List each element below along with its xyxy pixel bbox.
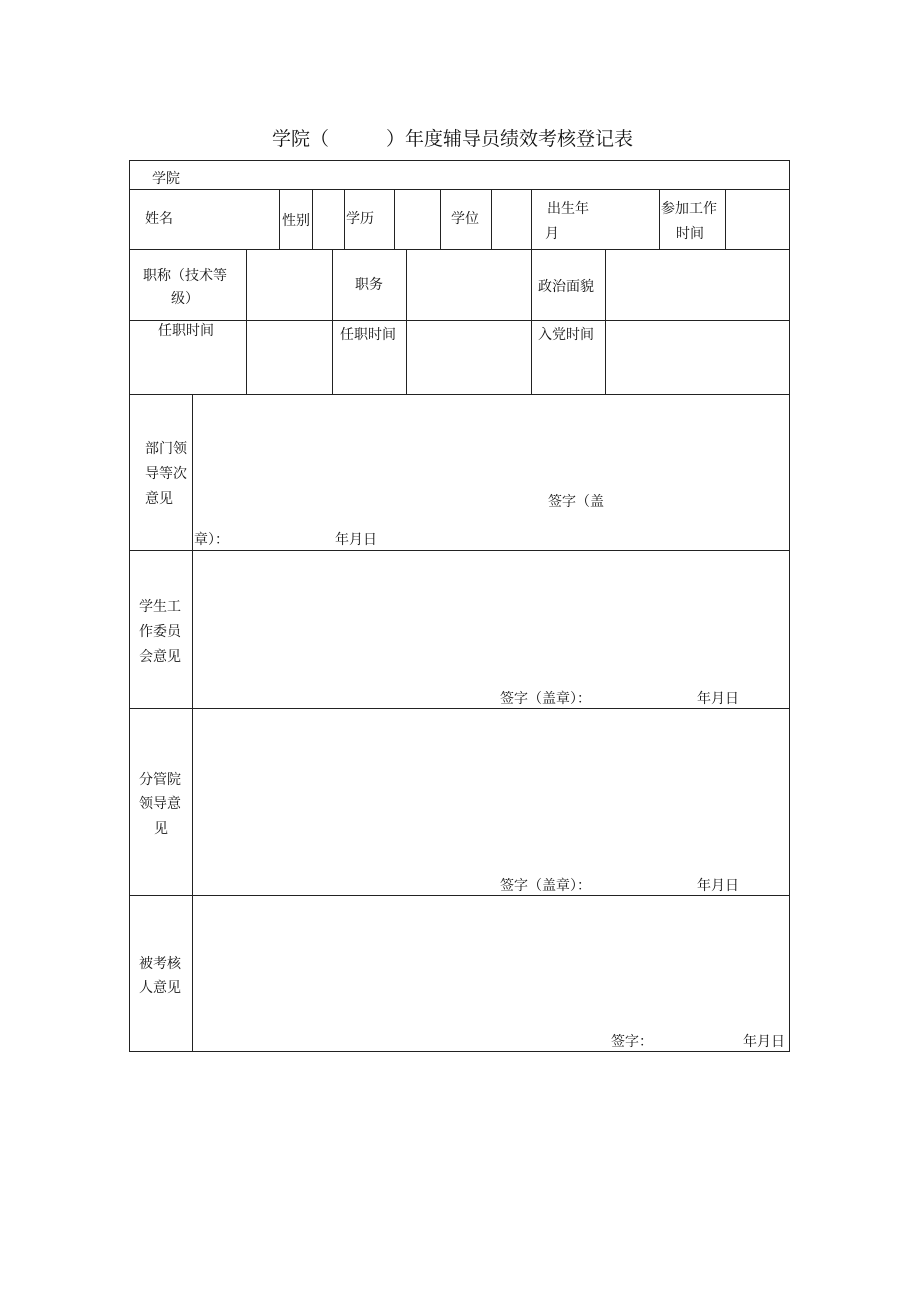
party-date-label: 入党时间 [538,327,594,343]
title-label-line2: 级） [171,291,199,307]
row-divider [129,895,790,896]
self-date-label: 年月日 [743,1034,785,1050]
committee-sign-label: 签字（盖章）： [500,691,591,707]
col-divider [605,249,606,395]
committee-opinion-label-line2: 作委员 [139,624,181,640]
political-label: 政治面貌 [538,279,594,295]
position-date-label: 任职时间 [340,327,396,343]
dept-sign-label-cont: 章）： [194,532,229,548]
leader-opinion-label-line1: 分管院 [139,772,181,788]
birth-label-line2: 月 [545,226,559,242]
leader-date-label: 年月日 [697,878,739,894]
title-label-line1: 职称（技术等 [143,268,227,284]
dept-opinion-label-line1: 部门领 [145,441,187,457]
table-border-top [129,160,790,161]
row-divider [129,708,790,709]
education-label: 学历 [346,211,374,227]
committee-opinion-label-line3: 会意见 [139,649,181,665]
col-divider [531,189,532,250]
dept-sign-label: 签字（盖 [548,494,604,510]
col-divider [344,189,345,250]
col-divider [531,249,532,395]
row-divider [129,249,790,250]
title-date-label: 任职时间 [158,323,214,339]
dept-opinion-label-line3: 意见 [145,491,173,507]
col-divider [725,189,726,250]
name-label: 姓名 [145,211,173,227]
self-opinion-label-line1: 被考核 [139,956,181,972]
committee-date-label: 年月日 [697,691,739,707]
college-label: 学院 [152,171,180,187]
position-label: 职务 [355,277,383,293]
table-border-bottom [129,1051,790,1052]
col-divider [246,249,247,395]
dept-date-label: 年月日 [335,532,377,548]
self-sign-label: 签字： [611,1034,653,1050]
col-divider [491,189,492,250]
col-divider [440,189,441,250]
title-part-college: 学院（ [272,128,330,150]
leader-opinion-label-line3: 见 [154,821,168,837]
leader-sign-label: 签字（盖章）： [500,878,591,894]
work-start-label-line1: 参加工作 [661,201,717,217]
col-divider [332,249,333,395]
row-divider [129,189,790,190]
col-divider [312,189,313,250]
col-divider [192,394,193,1052]
leader-opinion-label-line2: 领导意 [139,796,181,812]
col-divider [394,189,395,250]
table-border-right [789,160,790,1052]
col-divider [659,189,660,250]
self-opinion-label-line2: 人意见 [139,980,181,996]
gender-label: 性别 [282,213,310,229]
birth-label-line1: 出生年 [547,201,589,217]
work-start-label-line2: 时间 [676,226,704,242]
dept-opinion-label-line2: 导等次 [145,466,187,482]
degree-label: 学位 [451,211,479,227]
committee-opinion-label-line1: 学生工 [139,599,181,615]
table-border-left [129,160,130,1052]
row-divider [129,394,790,395]
row-divider [129,320,790,321]
col-divider [406,249,407,395]
title-part-main: ）年度辅导员绩效考核登记表 [386,128,634,150]
form-title [0,124,920,152]
col-divider [279,189,280,250]
